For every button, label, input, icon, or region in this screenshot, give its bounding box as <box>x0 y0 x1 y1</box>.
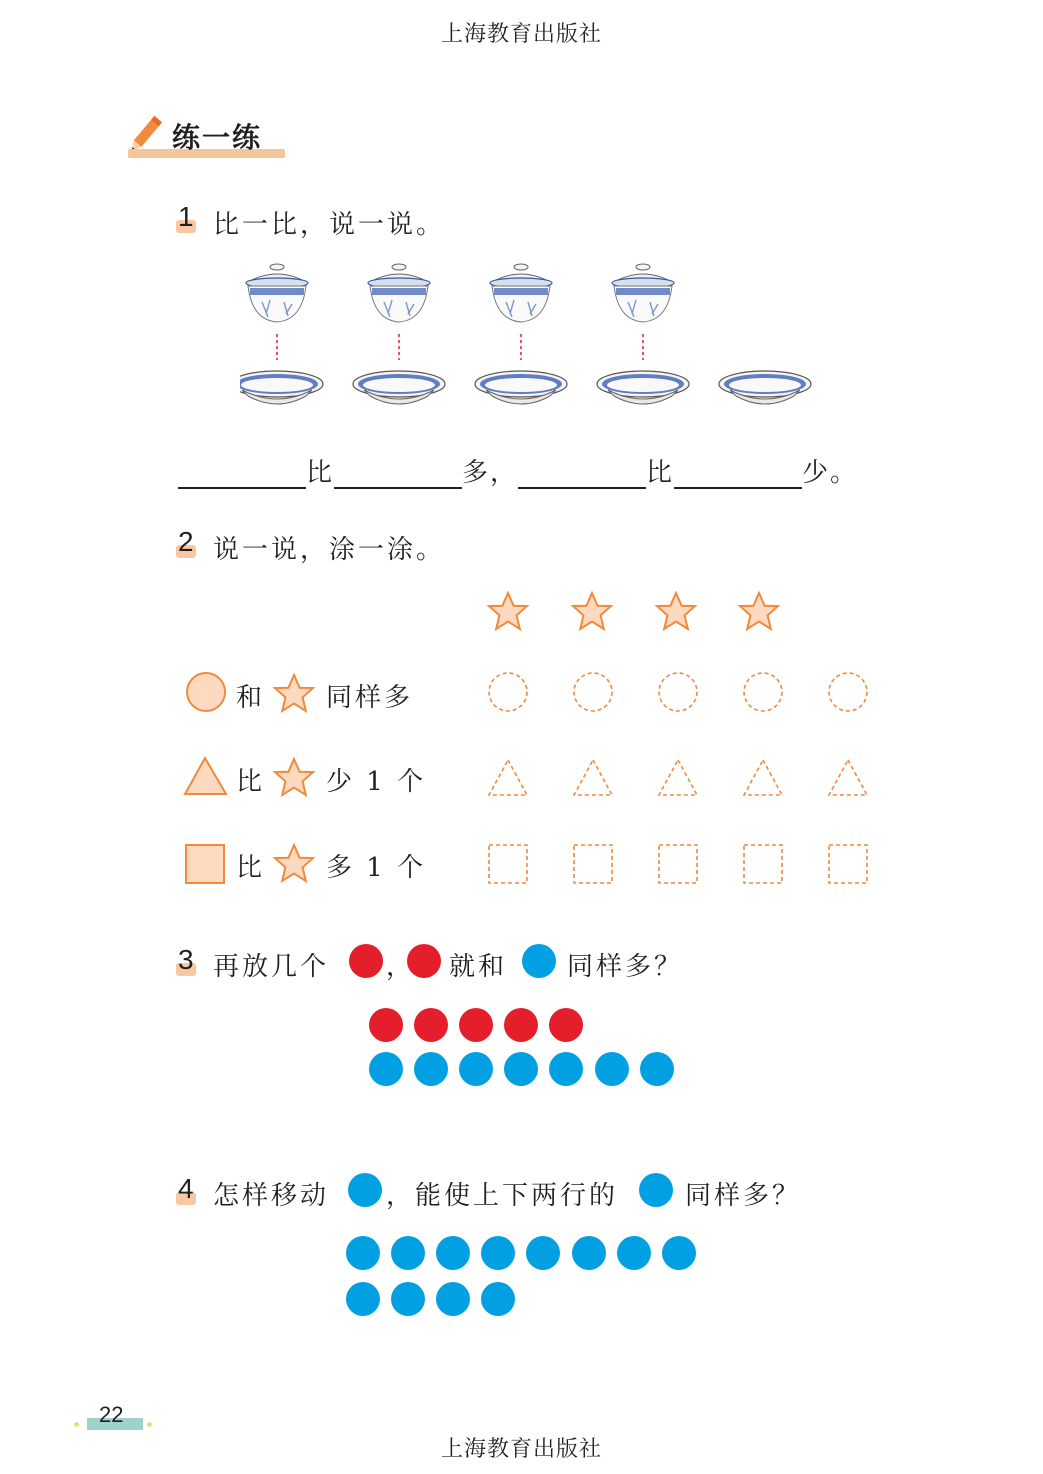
q4-text-b: ，能使上下两行的 <box>386 1181 619 1211</box>
footer-publisher: 上海教育出版社 <box>440 1437 602 1462</box>
page-number: 22 <box>99 1402 124 1427</box>
row3-label-b: 多 1 个 <box>326 853 427 883</box>
square-icon <box>186 845 224 883</box>
q3-red-circle-icon-1 <box>349 944 383 978</box>
q4-top-row <box>346 1236 696 1270</box>
q4-bottom-row <box>346 1282 515 1316</box>
dashed-triangle-5 <box>829 760 867 795</box>
star-2 <box>573 593 611 629</box>
star-3 <box>657 593 695 629</box>
dashed-square-4 <box>744 845 782 883</box>
row1-label-b: 同样多 <box>326 683 414 713</box>
section-title: 练一练 <box>172 121 263 154</box>
q3-text-d: 同样多？ <box>567 952 684 982</box>
q3-red-row <box>369 1008 583 1042</box>
dashed-triangle-3 <box>659 760 697 795</box>
decorative-dot-left <box>74 1422 79 1427</box>
q4-blue-circle-icon-1 <box>348 1173 382 1207</box>
q3-number: 3 <box>178 944 194 975</box>
fill-word-2: 多， <box>462 458 519 488</box>
circle-icon <box>187 673 225 711</box>
dashed-circle-1 <box>489 673 527 711</box>
decorative-dot-right <box>147 1422 152 1427</box>
star-4 <box>740 593 778 629</box>
q1-text: 比一比，说一说。 <box>213 210 446 240</box>
dashed-circle-5 <box>829 673 867 711</box>
q2-text: 说一说，涂一涂。 <box>213 535 446 565</box>
dashed-square-3 <box>659 845 697 883</box>
star-1 <box>489 593 527 629</box>
q4-blue-circle-icon-2 <box>639 1173 673 1207</box>
dashed-circle-3 <box>659 673 697 711</box>
fill-word-4: 少。 <box>802 458 859 488</box>
dashed-circle-2 <box>574 673 612 711</box>
q3-text-a: 再放几个 <box>213 952 330 982</box>
dashed-triangle-1 <box>489 760 527 795</box>
q3-blue-circle-icon <box>522 944 556 978</box>
row2-label-a: 比 <box>236 767 266 797</box>
dashed-triangle-4 <box>744 760 782 795</box>
dashed-square-1 <box>489 845 527 883</box>
dashed-circle-4 <box>744 673 782 711</box>
q4-number: 4 <box>178 1173 194 1204</box>
dashed-triangle-2 <box>574 760 612 795</box>
q3-text-c: 就和 <box>449 952 508 982</box>
row1-label-a: 和 <box>236 683 266 713</box>
q4-text-c: 同样多？ <box>685 1181 802 1211</box>
fill-word-1: 比 <box>306 458 335 488</box>
star-icon-row1 <box>275 675 313 711</box>
triangle-icon <box>185 758 226 794</box>
row3-label-a: 比 <box>236 853 266 883</box>
row2-label-b: 少 1 个 <box>326 767 427 797</box>
dashed-square-2 <box>574 845 612 883</box>
q3-blue-row <box>369 1052 674 1086</box>
header-publisher: 上海教育出版社 <box>440 22 602 47</box>
q1-number: 1 <box>178 201 194 232</box>
q3-text-b: ， <box>386 952 416 982</box>
fill-word-3: 比 <box>646 458 675 488</box>
dashed-square-5 <box>829 845 867 883</box>
star-icon-row3 <box>275 845 313 881</box>
q4-text-a: 怎样移动 <box>213 1181 330 1211</box>
star-icon-row2 <box>275 759 313 795</box>
q2-number: 2 <box>178 526 194 557</box>
